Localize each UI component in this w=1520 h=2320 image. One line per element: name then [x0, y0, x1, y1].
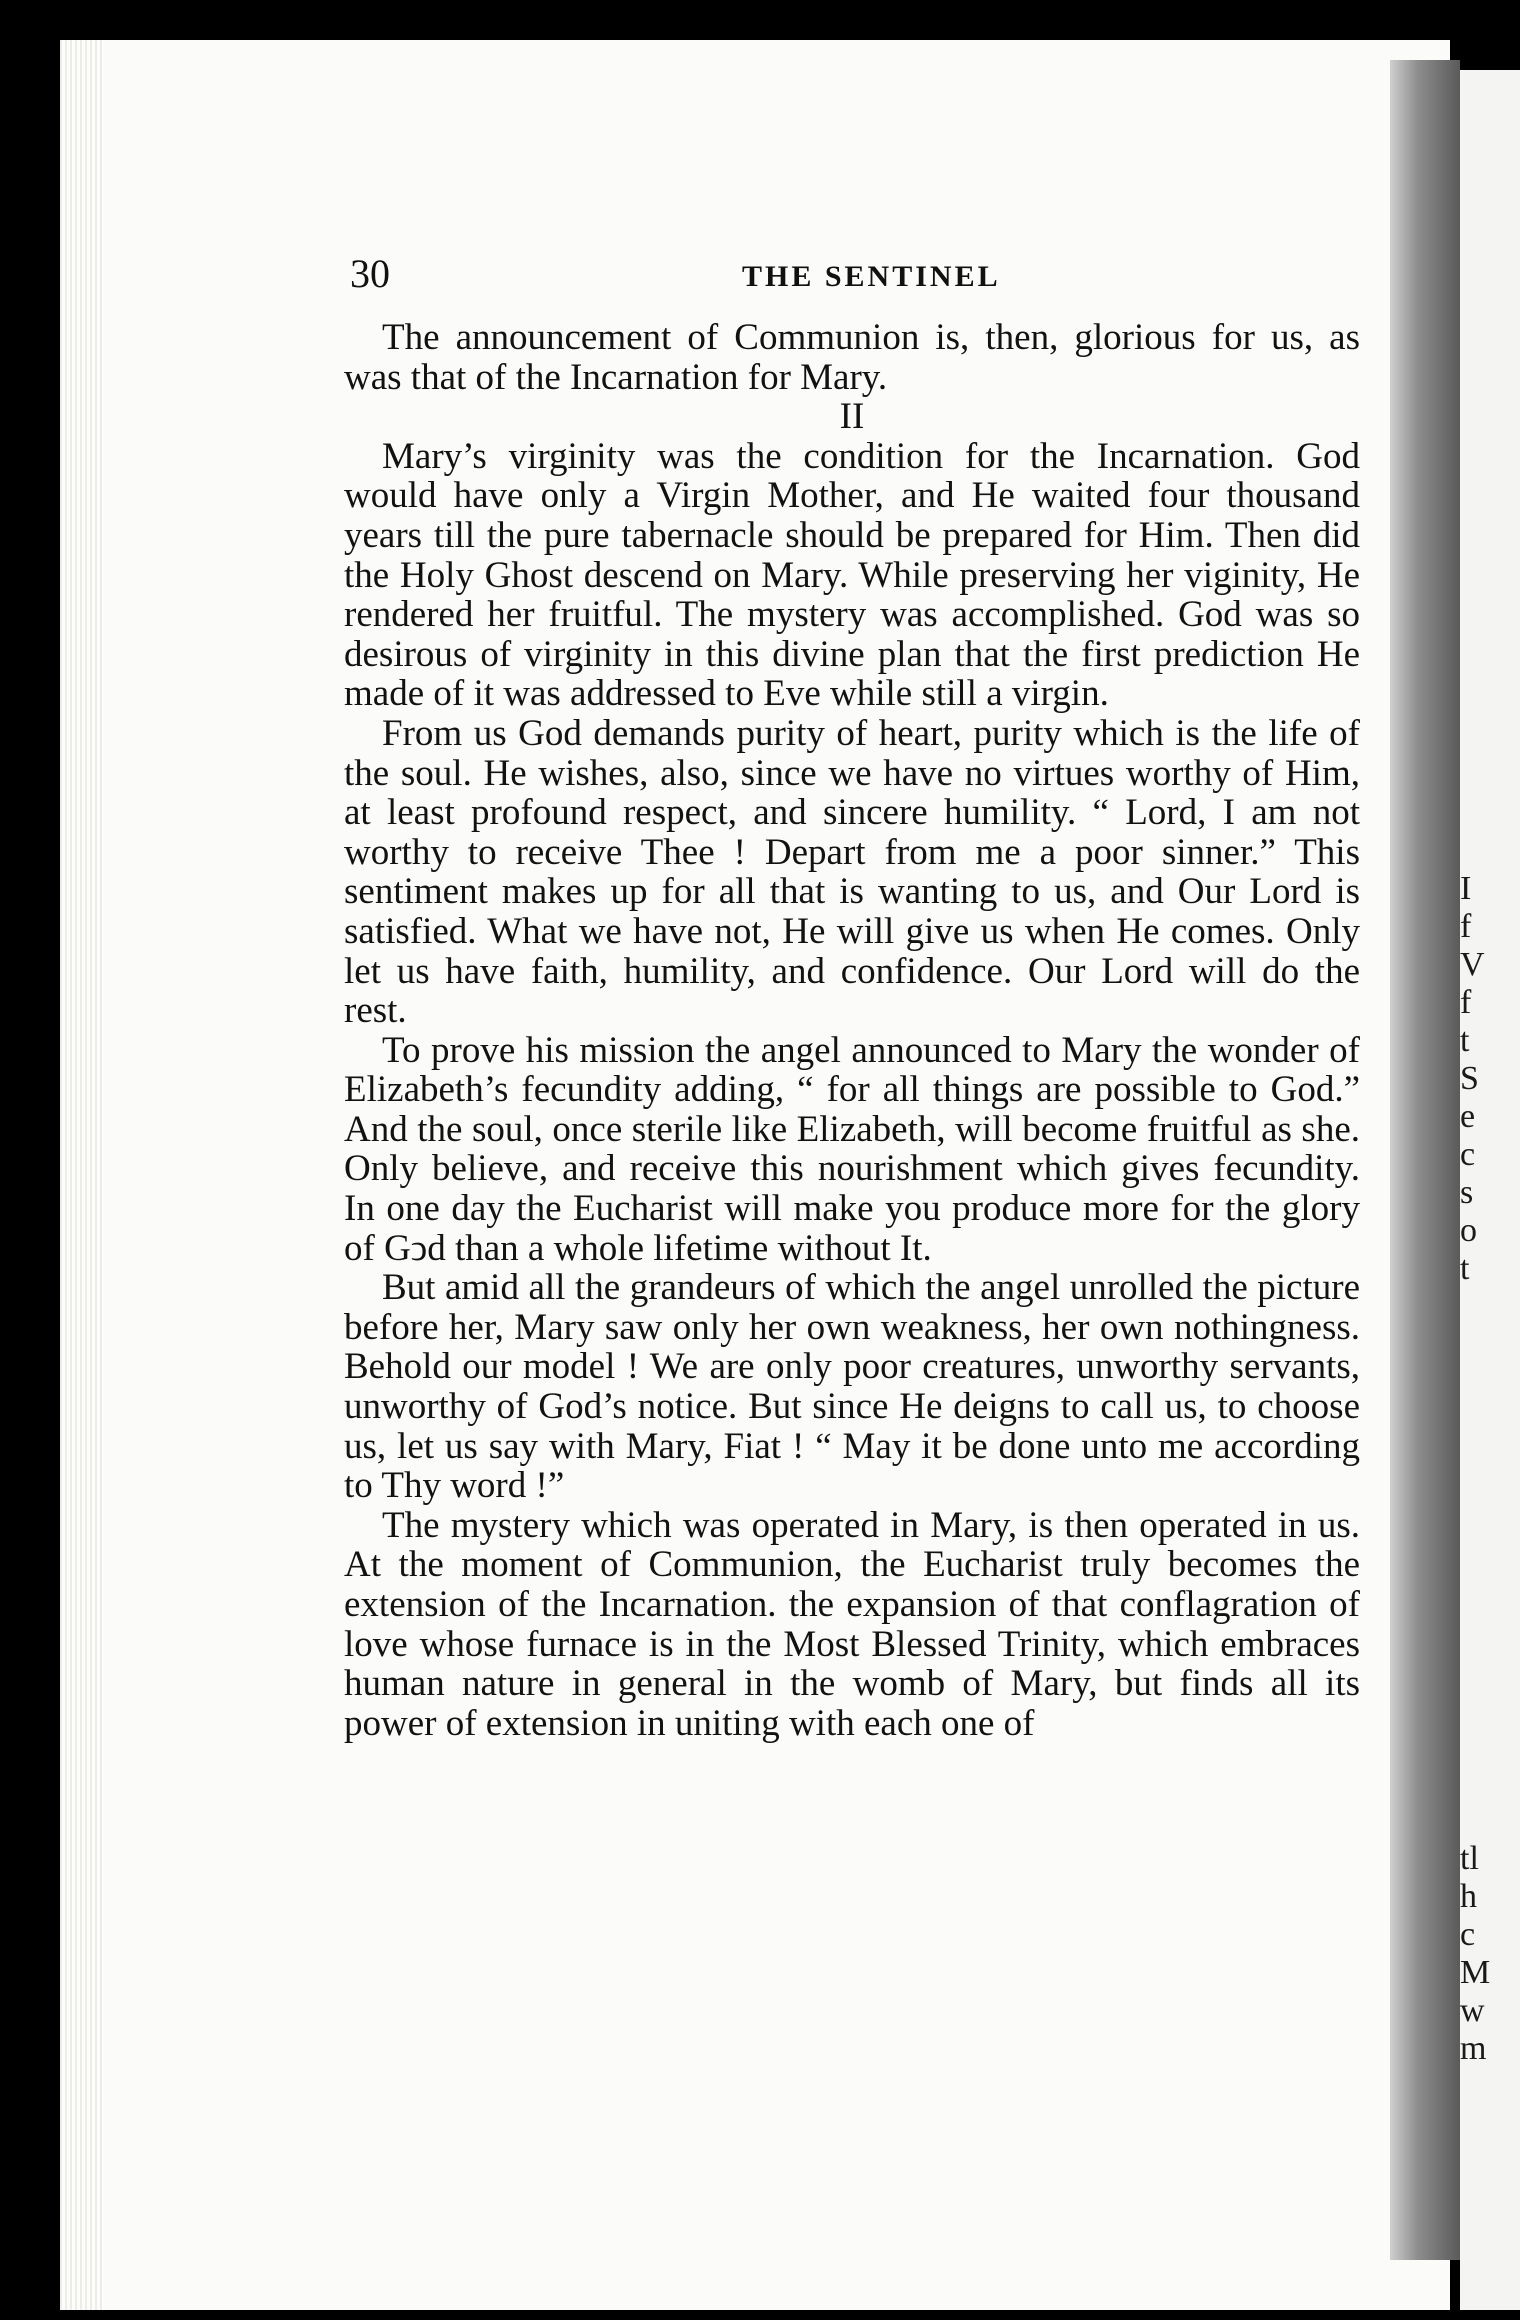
next-page-glyph: c [1460, 1136, 1476, 1173]
paragraph: But amid all the grandeurs of which the angel unrolled the picture before her, Mary saw only her own weakness, her own nothingness. Behold our model ! We are only poor creatures, unworthy servants, unworthy of God’s notice. But since He deigns to call us, to choose us, let us say with Mary, Fiat ! “ May it be done unto me according to Thy word !” [344, 1267, 1360, 1507]
next-page-glyph: I [1460, 870, 1472, 907]
next-page-glyph: tl [1460, 1840, 1479, 1877]
section-numeral: II [839, 396, 865, 438]
next-page-glyph: f [1460, 908, 1472, 945]
next-page-glyph: t [1460, 1022, 1470, 1059]
next-page-glyph: o [1460, 1212, 1477, 1249]
next-page-glyph: e [1460, 1098, 1476, 1135]
text-body [344, 318, 1360, 1743]
paragraph: The announcement of Communion is, then, glorious for us, as was that of the Incarnation for Mary. [344, 317, 1360, 398]
next-page-glyph: S [1460, 1060, 1479, 1097]
paragraph: The mystery which was operated in Mary, is then operated in us. At the moment of Communion, the Eucharist truly becomes the extension of the Incarnation. the expansion of that conflagration of love whose furnace is in the Most Blessed Trinity, which embraces human nature in general in the womb of Mary, but finds all its power of extension in uniting with each one of [344, 1504, 1360, 1744]
next-page-glyph: t [1460, 1250, 1470, 1287]
next-page-glyph: s [1460, 1174, 1474, 1211]
book-gutter [1390, 60, 1460, 2260]
next-page-glyph: f [1460, 984, 1472, 1021]
next-page-glyph: m [1460, 2030, 1487, 2067]
paragraph: To prove his mission the angel announced to Mary the wonder of Elizabeth’s fecundity adding, “ for all things are possible to God.” And the soul, once sterile like Elizabeth, will become fruitful as she. Only believe, and receive this nourishment which gives fecundity. In one day the Eucharist will make you produce more for the glory of Gͻd than a whole lifetime without It. [344, 1029, 1360, 1269]
next-page-glyph: c [1460, 1916, 1476, 1953]
next-page-glyph: M [1460, 1954, 1491, 1991]
next-page-glyph: h [1460, 1878, 1477, 1915]
next-page-edge [1460, 70, 1520, 2310]
next-page-glyph: w [1460, 1992, 1485, 2029]
running-title: THE SENTINEL [742, 260, 1001, 293]
paragraph: From us God demands purity of heart, purity which is the life of the soul. He wishes, also, since we have no virtues worthy of Him, at least profound respect, and sincere humility. “ Lord, I am not worthy to receive Thee ! Depart from me a poor sinner.” This sentiment makes up for all that is wanting to us, and Our Lord is satisfied. What we have not, He will give us when He comes. Only let us have faith, humility, and confidence. Our Lord will do the rest. [344, 712, 1360, 1032]
page-header [350, 250, 1360, 300]
next-page-glyph: V [1460, 946, 1485, 983]
paragraph: Mary’s virginity was the condition for the Incarnation. God would have only a Virgin Mother, and He waited four thousand years till the pure tabernacle should be prepared for Him. Then did the Holy Ghost descend on Mary. While preserving her viginity, He rendered her fruitful. The mystery was accomplished. God was so desirous of virginity in this divine plan that the first prediction He made of it was addressed to Eve while still a virgin. [344, 435, 1360, 715]
page-number: 30 [350, 251, 390, 296]
page-stack-edge [60, 40, 104, 2310]
